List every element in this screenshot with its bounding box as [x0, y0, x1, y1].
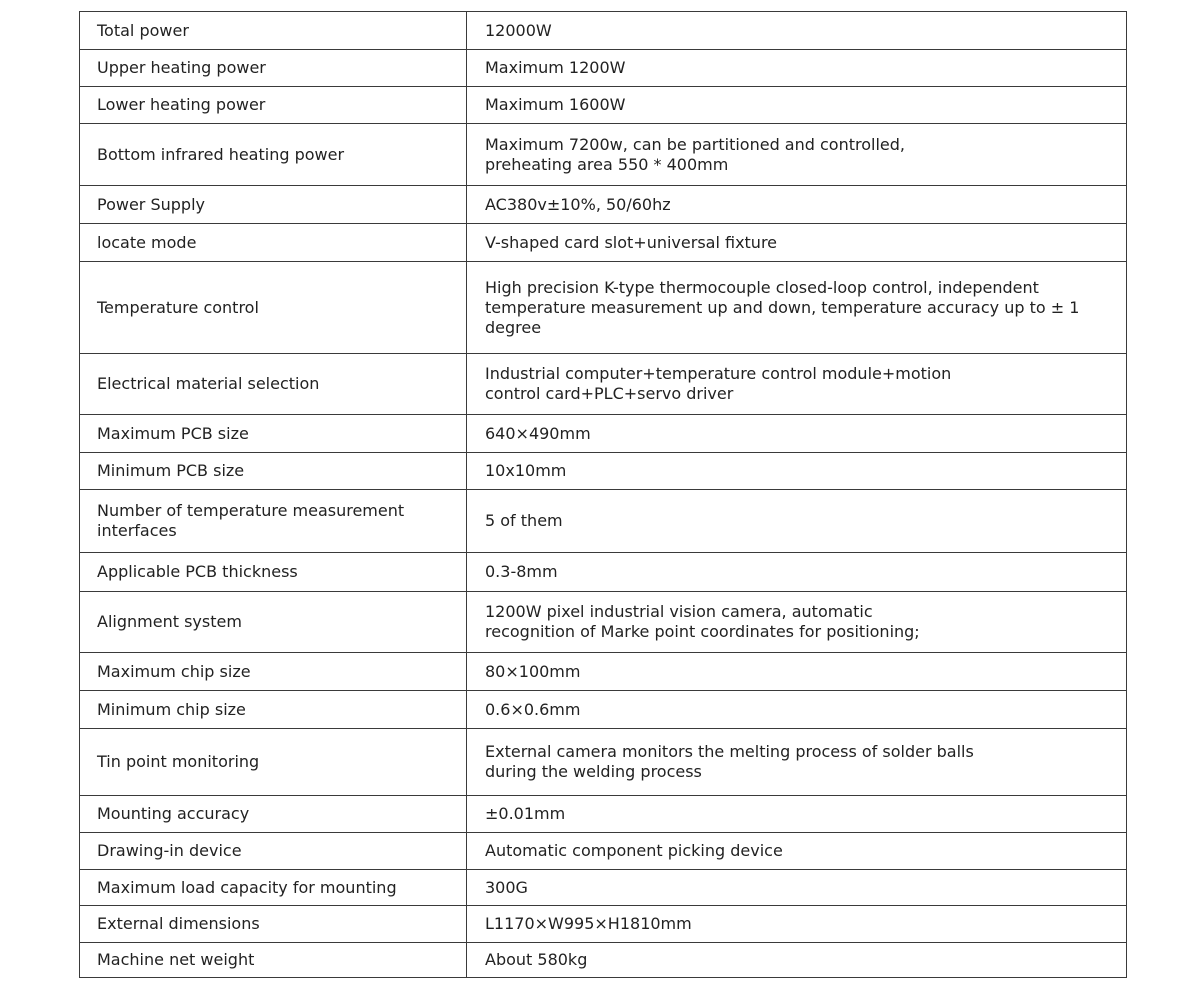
table-row — [80, 50, 1127, 87]
spec-value: ±0.01mm — [467, 796, 1127, 833]
spec-label: Bottom infrared heating power — [80, 124, 467, 186]
spec-label: Tin point monitoring — [80, 729, 467, 796]
spec-label: Maximum load capacity for mounting — [80, 870, 467, 906]
spec-label: Applicable PCB thickness — [80, 553, 467, 592]
spec-value: 1200W pixel industrial vision camera, automatic recognition of Marke point coordinates for positioning; — [467, 592, 1127, 653]
table-row — [80, 653, 1127, 691]
spec-label: Minimum PCB size — [80, 453, 467, 490]
spec-label: Temperature control — [80, 262, 467, 354]
spec-value: Maximum 1200W — [467, 50, 1127, 87]
spec-value: Automatic component picking device — [467, 833, 1127, 870]
table-row — [80, 906, 1127, 943]
spec-label: Minimum chip size — [80, 691, 467, 729]
spec-value: 80×100mm — [467, 653, 1127, 691]
table-row — [80, 186, 1127, 224]
table-row — [80, 224, 1127, 262]
table-row — [80, 453, 1127, 490]
table-row — [80, 124, 1127, 186]
spec-value: 0.6×0.6mm — [467, 691, 1127, 729]
table-row — [80, 262, 1127, 354]
spec-value: V-shaped card slot+universal fixture — [467, 224, 1127, 262]
spec-value: About 580kg — [467, 943, 1127, 978]
table-row — [80, 870, 1127, 906]
spec-label: Lower heating power — [80, 87, 467, 124]
spec-value: 12000W — [467, 12, 1127, 50]
spec-value: 300G — [467, 870, 1127, 906]
spec-table — [79, 11, 1127, 978]
table-row — [80, 592, 1127, 653]
spec-label: Drawing-in device — [80, 833, 467, 870]
spec-value: 0.3-8mm — [467, 553, 1127, 592]
spec-value: 10x10mm — [467, 453, 1127, 490]
spec-value: Industrial computer+temperature control module+motion control card+PLC+servo driver — [467, 354, 1127, 415]
table-row — [80, 943, 1127, 978]
table-row — [80, 553, 1127, 592]
spec-label: Total power — [80, 12, 467, 50]
spec-value: External camera monitors the melting process of solder balls during the welding process — [467, 729, 1127, 796]
spec-label: Maximum PCB size — [80, 415, 467, 453]
spec-label: locate mode — [80, 224, 467, 262]
spec-label: Power Supply — [80, 186, 467, 224]
table-row — [80, 87, 1127, 124]
spec-label: Maximum chip size — [80, 653, 467, 691]
spec-label: Mounting accuracy — [80, 796, 467, 833]
table-row — [80, 691, 1127, 729]
table-row — [80, 833, 1127, 870]
spec-value: Maximum 7200w, can be partitioned and controlled, preheating area 550 * 400mm — [467, 124, 1127, 186]
spec-label: Machine net weight — [80, 943, 467, 978]
table-row — [80, 729, 1127, 796]
table-row — [80, 796, 1127, 833]
table-row — [80, 354, 1127, 415]
spec-value: Maximum 1600W — [467, 87, 1127, 124]
spec-label: Number of temperature measurement interfaces — [80, 490, 467, 553]
spec-label: External dimensions — [80, 906, 467, 943]
spec-value: L1170×W995×H1810mm — [467, 906, 1127, 943]
spec-value: 640×490mm — [467, 415, 1127, 453]
table-row — [80, 415, 1127, 453]
spec-label: Electrical material selection — [80, 354, 467, 415]
spec-table-body — [80, 12, 1127, 978]
table-row — [80, 12, 1127, 50]
spec-value: 5 of them — [467, 490, 1127, 553]
spec-value: High precision K-type thermocouple closed-loop control, independent temperature measurement up and down, temperature accuracy up to ± 1 degree — [467, 262, 1127, 354]
table-row — [80, 490, 1127, 553]
spec-label: Alignment system — [80, 592, 467, 653]
spec-value: AC380v±10%, 50/60hz — [467, 186, 1127, 224]
spec-label: Upper heating power — [80, 50, 467, 87]
